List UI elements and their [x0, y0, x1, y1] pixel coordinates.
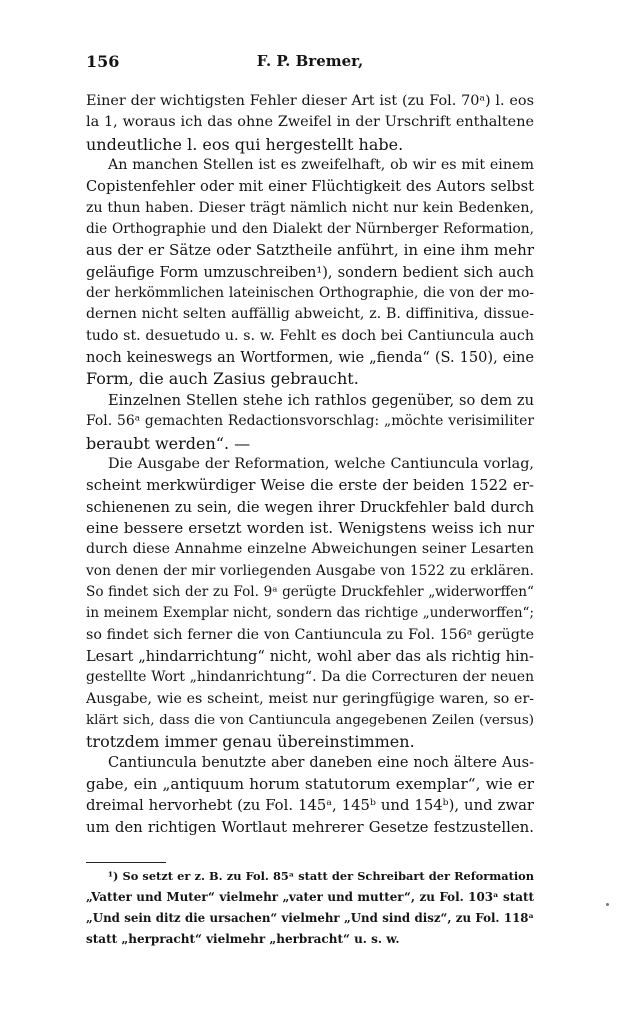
footnote-rule: [86, 862, 166, 863]
text-line: der herkömmlichen lateinischen Orthographie, die von der mo-: [86, 285, 534, 302]
text-line: Ausgabe, wie es scheint, meist nur geringfügige waren, so er-: [86, 690, 534, 707]
text-line: Einer der wichtigsten Fehler dieser Art ist (zu Fol. 70ᵃ) l. eos: [86, 93, 534, 109]
text-line: Fol. 56ᵃ gemachten Redactionsvorschlag: „möchte verisimiliter: [86, 413, 534, 430]
text-line: durch diese Annahme einzelne Abweichungen seiner Lesarten: [86, 541, 534, 558]
text-line: zu thun haben. Dieser trägt nämlich nicht nur kein Bedenken,: [86, 199, 534, 216]
footnote-line: „Und sein ditz die ursachen“ vielmehr „Und sind disz“, zu Fol. 118ᵃ: [86, 911, 534, 925]
text-line: Die Ausgabe der Reformation, welche Cantiuncula vorlag,: [108, 455, 534, 472]
page-number: 156: [86, 52, 120, 71]
text-line: so findet sich ferner die von Cantiuncula zu Fol. 156ᵃ gerügte: [86, 626, 534, 643]
text-line: scheint merkwürdiger Weise die erste der beiden 1522 er-: [86, 476, 534, 495]
text-line: dernen nicht selten auffällig abweicht, z. B. diffinitiva, dissue-: [86, 306, 534, 323]
text-line: Copistenfehler oder mit einer Flüchtigkeit des Autors selbst: [86, 178, 534, 196]
footnotes: [86, 866, 534, 950]
text-line: geläufige Form umzuschreiben¹), sondern bedient sich auch: [86, 263, 534, 281]
text-line: um den richtigen Wortlaut mehrerer Gesetze festzustellen.: [86, 817, 534, 836]
body-text: [86, 91, 534, 838]
text-line: in meinem Exemplar nicht, sondern das richtige „underworffen“;: [86, 605, 534, 622]
running-head: F. P. Bremer,: [256, 52, 364, 70]
text-line: beraubt werden“. —: [86, 433, 251, 453]
text-line: So findet sich der zu Fol. 9ᵃ gerügte Druckfehler „widerworffen“: [86, 583, 534, 600]
text-line: gestellte Wort „hindanrichtung“. Da die Correcturen der neuen: [86, 669, 534, 686]
text-line: Cantiuncula benutzte aber daneben eine noch ältere Aus-: [108, 754, 534, 771]
text-line: trotzdem immer genau übereinstimmen.: [86, 732, 415, 752]
text-line: la 1, woraus ich das ohne Zweifel in der Urschrift enthaltene: [86, 114, 534, 131]
text-line: dreimal hervorhebt (zu Fol. 145ᵃ, 145ᵇ und 154ᵇ), und zwar: [86, 797, 534, 815]
text-line: Lesart „hindarrichtung“ nicht, wohl aber das als richtig hin-: [86, 647, 534, 665]
scan-speck: [606, 903, 609, 906]
text-line: undeutliche l. eos qui hergestellt habe.: [86, 134, 404, 154]
text-line: schienenen zu sein, die wegen ihrer Druckfehler bald durch: [86, 498, 534, 516]
text-line: eine bessere ersetzt worden ist. Wenigstens weiss ich nur: [86, 518, 534, 537]
text-line: Form, die auch Zasius gebraucht.: [86, 369, 359, 389]
footnote-line: „Vatter und Muter“ vielmehr „vater und mutter“, zu Fol. 103ᵃ statt: [86, 890, 534, 904]
text-line: An manchen Stellen ist es zweifelhaft, ob wir es mit einem: [108, 157, 534, 174]
text-line: klärt sich, dass die von Cantiuncula angegebenen Zeilen (versus): [86, 712, 534, 728]
footnote-line: statt „herpracht“ vielmehr „herbracht“ u. s. w.: [86, 932, 400, 946]
text-line: noch keineswegs an Wortformen, wie „fienda“ (S. 150), eine: [86, 349, 534, 367]
text-line: Einzelnen Stellen stehe ich rathlos gegenüber, so dem zu: [108, 391, 534, 409]
text-line: aus der er Sätze oder Satztheile anführt, in eine ihm mehr: [86, 241, 534, 260]
text-line: tudo st. desuetudo u. s. w. Fehlt es doch bei Cantiuncula auch: [86, 327, 534, 344]
page-header: [86, 52, 534, 74]
text-line: gabe, ein „antiquum horum statutorum exemplar“, wie er: [86, 775, 534, 793]
text-line: die Orthographie und den Dialekt der Nürnberger Reformation,: [86, 221, 534, 238]
text-line: von denen der mir vorliegenden Ausgabe von 1522 zu erklären.: [86, 562, 534, 579]
footnote-line: ¹) So setzt er z. B. zu Fol. 85ᵃ statt der Schreibart der Reformation: [108, 869, 534, 883]
